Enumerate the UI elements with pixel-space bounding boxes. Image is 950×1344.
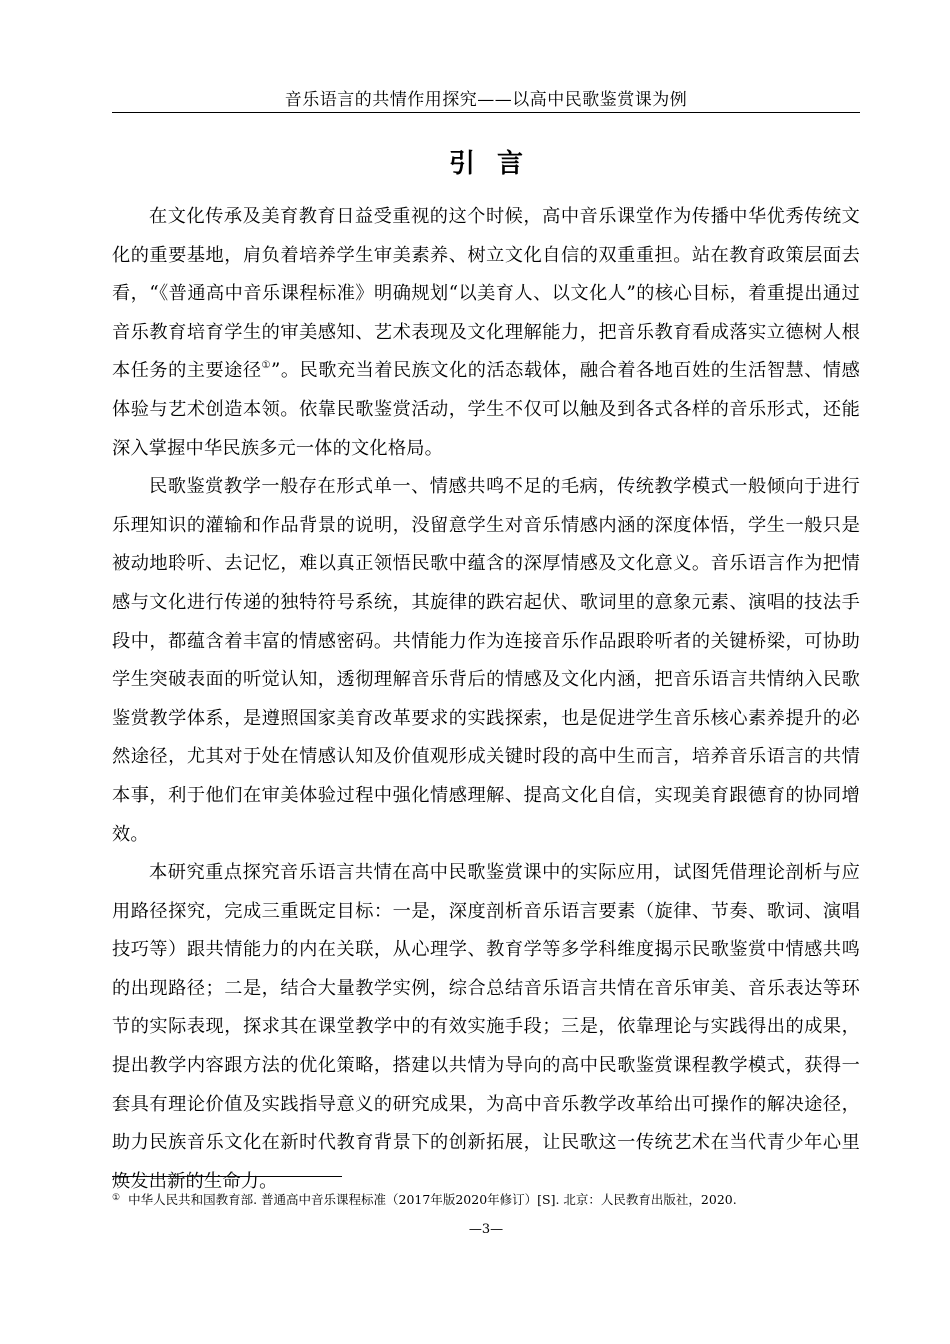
paragraph-1-text-a: 在文化传承及美育教育日益受重视的这个时候，高中音乐课堂作为传播中华优秀传统文化的重要基地，肩负着培养学生审美素养、树立文化自信的双重重担。站在教育政策层面去看，“《普通高中音乐课程标准》明确规划“以美育人、以文化人”的核心目标，着重提出通过音乐教育培育学生的审美感知、艺术表现及文化理解能力，把音乐教育看成落实立德树人根本任务的主要途径	[112, 206, 860, 382]
body-text	[112, 198, 860, 1201]
footnote-reference[interactable]: ①	[261, 360, 272, 372]
chapter-title: 引言	[448, 149, 545, 179]
page-number: —3—	[468, 1222, 504, 1237]
paragraph-2: 民歌鉴赏教学一般存在形式单一、情感共鸣不足的毛病，传统教学模式一般倾向于进行乐理知识的灌输和作品背景的说明，没留意学生对音乐情感内涵的深度体悟，学生一般只是被动地聆听、去记忆，难以真正领悟民歌中蕴含的深厚情感及文化意义。音乐语言作为把情感与文化进行传递的独特符号系统，其旋律的跌宕起伏、歌词里的意象元素、演唱的技法手段中，都蕴含着丰富的情感密码。共情能力作为连接音乐作品跟聆听者的关键桥梁，可协助学生突破表面的听觉认知，透彻理解音乐背后的情感及文化内涵，把音乐语言共情纳入民歌鉴赏教学体系，是遵照国家美育改革要求的实践探索，也是促进学生音乐核心素养提升的必然途径，尤其对于处在情感认知及价值观形成关键时段的高中生而言，培养音乐语言的共情本事，利于他们在审美体验过程中强化情感理解、提高文化自信，实现美育跟德育的协同增效。	[112, 476, 860, 845]
paragraph-3: 本研究重点探究音乐语言共情在高中民歌鉴赏课中的实际应用，试图凭借理论剖析与应用路径探究，完成三重既定目标：一是，深度剖析音乐语言要素（旋律、节奏、歌词、演唱技巧等）跟共情能力的内在关联，从心理学、教育学等多学科维度揭示民歌鉴赏中情感共鸣的出现路径；二是，结合大量教学实例，综合总结音乐语言共情在音乐审美、音乐表达等环节的实际表现，探求其在课堂教学中的有效实施手段；三是，依靠理论与实践得出的成果，提出教学内容跟方法的优化策略，搭建以共情为导向的高中民歌鉴赏课程教学模式，获得一套具有理论价值及实践指导意义的研究成果，为高中音乐教学改革给出可操作的解决途径，助力民族音乐文化在新时代教育背景下的创新拓展，让民歌这一传统艺术在当代青少年心里焕发出新的生命力。	[112, 862, 860, 1192]
running-header: 音乐语言的共情作用探究——以高中民歌鉴赏课为例	[284, 90, 688, 110]
footnote-number: ①	[112, 1193, 121, 1203]
footnote-rule	[112, 1176, 342, 1177]
paragraph-1-text-b: ”。民歌充当着民族文化的活态载体，融合着各地百姓的生活智慧、情感体验与艺术创造本领。依靠民歌鉴赏活动，学生不仅可以触及到各式各样的音乐形式，还能深入掌握中华民族多元一体的文化格局。	[112, 360, 861, 459]
footnote-text: 中华人民共和国教育部. 普通高中音乐课程标准（2017年版2020年修订）[S]. 北京：人民教育出版社，2020.	[128, 1192, 737, 1207]
header-rule	[112, 112, 860, 113]
footnote	[112, 1188, 860, 1210]
paragraph-1	[112, 198, 860, 468]
